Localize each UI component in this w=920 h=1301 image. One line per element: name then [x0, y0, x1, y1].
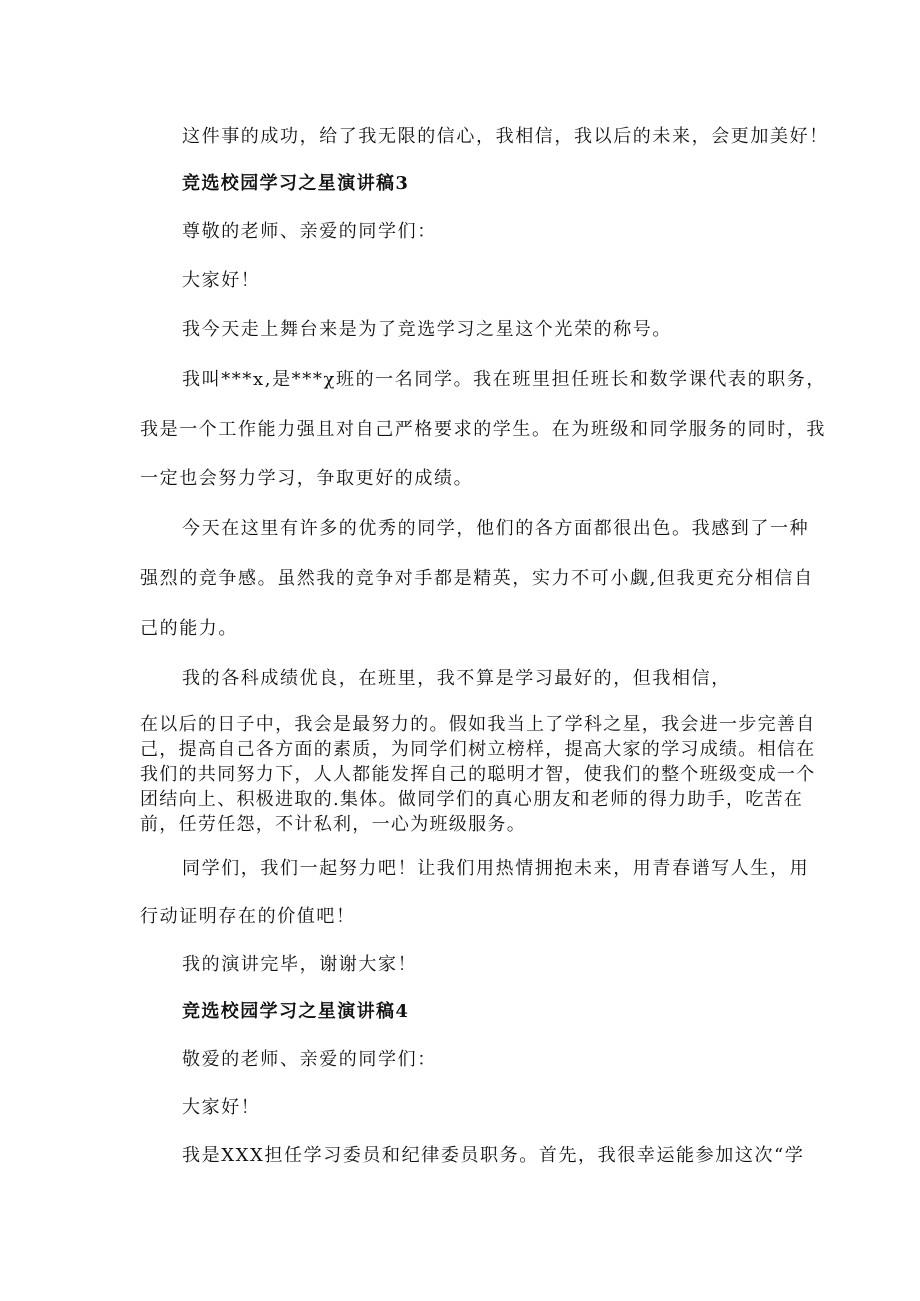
- paragraph-line: 我是XXX担任学习委员和纪律委员职务。首先，我很幸运能参加这次“学: [182, 1145, 805, 1166]
- salutation: 尊敬的老师、亲爱的同学们：: [182, 221, 437, 242]
- paragraph-line: 行动证明存在的价值吧！: [140, 906, 356, 927]
- greeting: 大家好！: [182, 270, 261, 291]
- paragraph-line: 前，任劳任怨，不计私利，一心为班级服务。: [140, 814, 526, 835]
- paragraph-line: 己的能力。: [140, 618, 238, 639]
- greeting: 大家好！: [182, 1097, 261, 1118]
- paragraph-line: 强烈的竞争感。虽然我的竞争对手都是精英，实力不可小觑,但我更充分相信自: [140, 568, 814, 589]
- paragraph-line: 我的演讲完毕，谢谢大家！: [182, 954, 418, 975]
- section-heading: 竞选校园学习之星演讲稿4: [182, 1001, 410, 1022]
- paragraph-line: 己，提高自己各方面的素质，为同学们树立榜样，提高大家的学习成绩。相信在: [140, 739, 816, 760]
- paragraph-line: 一定也会努力学习，争取更好的成绩。: [140, 468, 474, 489]
- paragraph-line: 团结向上、积极进取的.集体。做同学们的真心朋友和老师的得力助手，吃苦在: [140, 789, 804, 810]
- paragraph-line: 今天在这里有许多的优秀的同学，他们的各方面都很出色。我感到了一种: [182, 518, 810, 539]
- section-heading: 竞选校园学习之星演讲稿3: [182, 173, 410, 194]
- paragraph-line: 在以后的日子中，我会是最努力的。假如我当上了学科之星，我会进一步完善自: [140, 714, 816, 735]
- paragraph-line: 我叫***x,是***χ班的一名同学。我在班里担任班长和数学课代表的职务，: [182, 369, 826, 390]
- paragraph-line: 我的各科成绩优良，在班里，我不算是学习最好的，但我相信，: [182, 668, 731, 689]
- paragraph-line: 我今天走上舞台来是为了竞选学习之星这个光荣的称号。: [182, 319, 672, 340]
- paragraph-line: 我们的共同努力下，人人都能发挥自己的聪明才智，使我们的整个班级变成一个: [140, 764, 816, 785]
- paragraph-line: 这件事的成功，给了我无限的信心，我相信，我以后的未来，会更加美好！: [182, 126, 829, 147]
- salutation: 敬爱的老师、亲爱的同学们：: [182, 1049, 437, 1070]
- paragraph-line: 同学们，我们一起努力吧！让我们用热情拥抱未来，用青春谱写人生，用: [182, 858, 810, 879]
- paragraph-line: 我是一个工作能力强且对自己严格要求的学生。在为班级和同学服务的同时，我: [140, 419, 826, 440]
